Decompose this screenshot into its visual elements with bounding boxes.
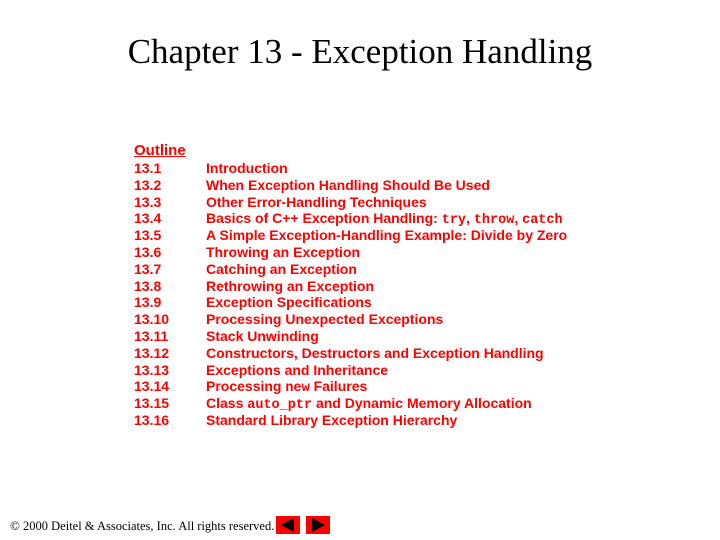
code-keyword: catch — [522, 213, 563, 229]
outline-item — [134, 210, 654, 227]
code-keyword: throw — [473, 213, 515, 229]
outline-item-number: 13.12 — [134, 344, 170, 361]
code-keyword: try — [441, 213, 467, 229]
code-keyword: auto_ptr — [247, 398, 313, 414]
outline-item — [134, 362, 654, 379]
outline-item-title — [206, 345, 654, 362]
outline-item-number: 13.16 — [134, 411, 170, 428]
outline-item-number: 13.7 — [134, 260, 162, 277]
outline-item — [134, 278, 654, 295]
outline-item — [134, 227, 654, 244]
outline-item-number: 13.4 — [134, 210, 162, 227]
title-text: When Exception Handling Should Be Used — [206, 176, 490, 193]
title-text: Catching an Exception — [206, 260, 357, 277]
outline-item-number: 13.1 — [134, 160, 162, 176]
previous-slide-button[interactable] — [276, 516, 300, 534]
outline-item-title — [206, 160, 654, 177]
outline-item-title — [206, 261, 654, 278]
outline-item-title — [206, 311, 654, 328]
title-text: Failures — [309, 378, 368, 395]
outline-item-title — [206, 412, 654, 429]
outline-item — [134, 244, 654, 261]
title-text: , — [466, 210, 474, 227]
outline-item-number: 13.14 — [134, 378, 170, 395]
outline-item-number: 13.5 — [134, 227, 162, 244]
outline-item — [134, 261, 654, 278]
left-arrow-icon — [276, 516, 300, 534]
title-text: Constructors, Destructors and Exception Handling — [206, 344, 544, 361]
outline-item-title — [206, 194, 654, 211]
title-text: Class — [206, 395, 248, 412]
outline-heading: Outline — [134, 142, 186, 159]
title-text: Introduction — [206, 160, 288, 176]
title-text: Exception Specifications — [206, 294, 372, 311]
outline-list — [134, 160, 654, 429]
title-text: Rethrowing an Exception — [206, 277, 375, 294]
title-text: Throwing an Exception — [206, 243, 361, 260]
outline-item-title — [206, 395, 654, 412]
right-arrow-icon — [306, 516, 330, 534]
outline-item-number: 13.10 — [134, 311, 170, 328]
outline-item-number: 13.3 — [134, 193, 162, 210]
outline-item-title — [206, 294, 654, 311]
title-text: Basics of C++ Exception Handling: — [206, 210, 442, 227]
code-keyword: new — [285, 381, 310, 397]
title-text: and Dynamic Memory Allocation — [312, 395, 532, 412]
outline-item-title — [206, 244, 654, 261]
outline-item — [134, 294, 654, 311]
outline-item-title — [206, 362, 654, 379]
outline-item-number: 13.13 — [134, 361, 170, 378]
title-text: Standard Library Exception Hierarchy — [206, 411, 458, 428]
outline-item — [134, 378, 654, 395]
outline-item — [134, 328, 654, 345]
outline-item-title — [206, 227, 654, 244]
outline-item-title — [206, 210, 654, 227]
title-text: Other Error-Handling Techniques — [206, 193, 427, 210]
copyright-text: 2000 Deitel & Associates, Inc. All rights reserved. — [19, 519, 275, 533]
outline-item-number: 13.9 — [134, 294, 162, 311]
outline-item — [134, 311, 654, 328]
outline-item-title — [206, 378, 654, 395]
outline-item-number: 13.6 — [134, 243, 162, 260]
title-text: Processing Unexpected Exceptions — [206, 311, 444, 328]
outline-item — [134, 395, 654, 412]
outline-item-number: 13.8 — [134, 277, 162, 294]
next-slide-button[interactable] — [306, 516, 330, 534]
title-text: A Simple Exception-Handling Example: Divide by Zero — [206, 227, 568, 244]
outline-item — [134, 412, 654, 429]
outline-item-number: 13.15 — [134, 395, 170, 412]
outline-item-number: 13.2 — [134, 176, 162, 193]
title-text: Processing — [206, 378, 286, 395]
outline — [134, 142, 654, 429]
outline-item-number: 13.11 — [134, 327, 169, 344]
outline-item — [134, 345, 654, 362]
slide-title: Chapter 13 - Exception Handling — [127, 32, 593, 71]
title-text: Stack Unwinding — [206, 327, 319, 344]
outline-item — [134, 194, 654, 211]
title-text: Exceptions and Inheritance — [206, 361, 389, 378]
copyright-footer — [10, 517, 274, 535]
outline-item-title — [206, 328, 654, 345]
outline-item-title — [206, 177, 654, 194]
outline-item-title — [206, 278, 654, 295]
outline-item — [134, 160, 654, 177]
copyright-symbol: © — [10, 518, 20, 533]
outline-item — [134, 177, 654, 194]
title-text: , — [514, 210, 523, 227]
